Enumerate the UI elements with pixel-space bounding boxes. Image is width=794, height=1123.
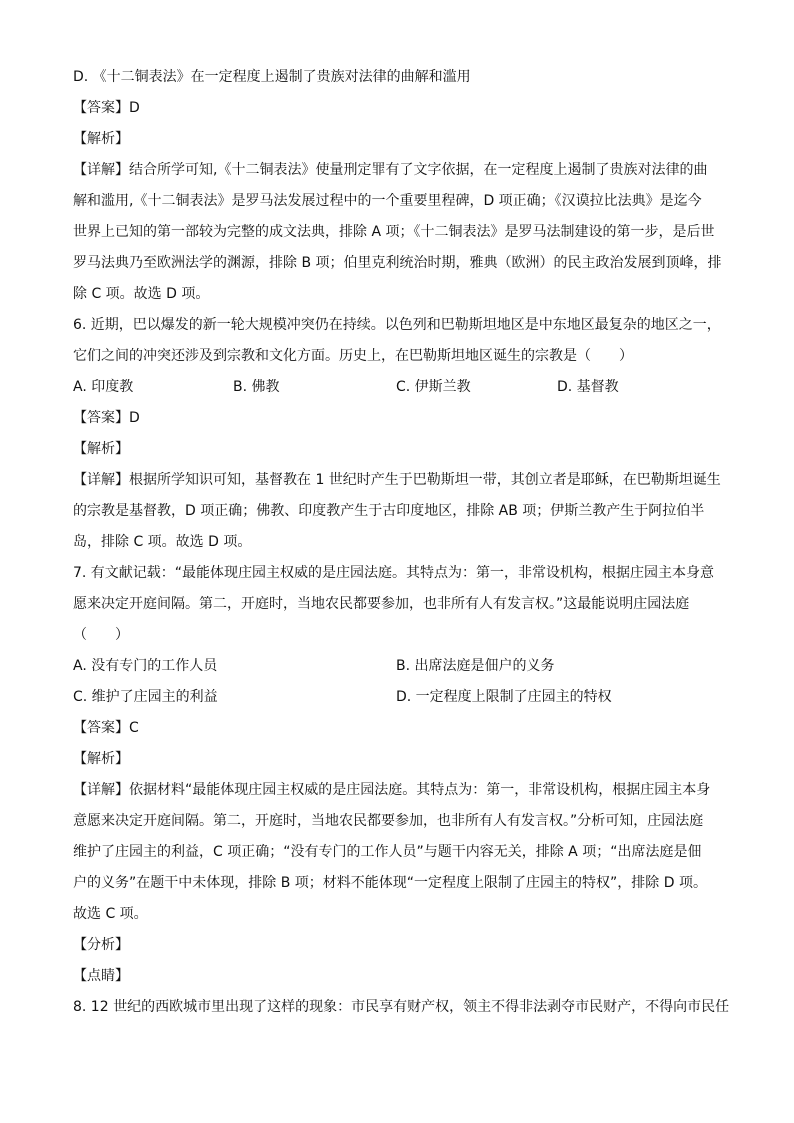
q7-detail-line: 故选 C 项。 xyxy=(73,906,148,922)
q5-detail-line: 罗马法典乃至欧洲法学的渊源，排除 B 项；伯里克利统治时期，雅典（欧洲）的民主政治发展到顶峰，排 xyxy=(73,255,722,271)
q7-stem-line: （ ） xyxy=(73,627,129,643)
q5-analysis-heading: 【解析】 xyxy=(73,131,129,147)
q5-detail-line: 世界上已知的第一部较为完整的成文法典，排除 A 项；《十二铜表法》是罗马法制建设的第一步，是后世 xyxy=(73,224,715,240)
q7-detail-line: 意愿来决定开庭间隔。第二，开庭时，当地农民都要参加，也非所有人有发言权。”分析可知，庄园法庭 xyxy=(73,813,704,829)
q5-option-d: D. 《十二铜表法》在一定程度上遏制了贵族对法律的曲解和滥用 xyxy=(73,69,471,85)
q7-detail-line: 【详解】依据材料“最能体现庄园主权威的是庄园法庭。其特点为：第一，非常设机构，根据庄园主本身 xyxy=(73,782,711,798)
q6-option-b: B. 佛教 xyxy=(233,379,280,395)
q7-answer: 【答案】C xyxy=(73,720,139,736)
q8-stem-line: 8. 12 世纪的西欧城市里出现了这样的现象：市民享有财产权，领主不得非法剥夺市民财产，不得向市民任 xyxy=(73,999,730,1015)
q7-analysis-heading: 【解析】 xyxy=(73,751,129,767)
q6-answer: 【答案】D xyxy=(73,410,140,426)
q6-detail-line: 岛，排除 C 项。故选 D 项。 xyxy=(73,534,252,550)
q7-detail-line: 维护了庄园主的利益，C 项正确；“没有专门的工作人员”与题干内容无关，排除 A 项；“出席法庭是佃 xyxy=(73,844,702,860)
q6-option-a: A. 印度教 xyxy=(73,379,134,395)
q7-stem-line: 7. 有文献记载：“最能体现庄园主权威的是庄园法庭。其特点为：第一，非常设机构，根据庄园主本身意 xyxy=(73,565,715,581)
q6-option-d: D. 基督教 xyxy=(557,379,619,395)
q7-stem-line: 愿来决定开庭间隔。第二，开庭时，当地农民都要参加，也非所有人有发言权。”这最能说明庄园法庭 xyxy=(73,596,690,612)
q7-dianjing-heading: 【点睛】 xyxy=(73,968,129,984)
q7-fenxi-heading: 【分析】 xyxy=(73,937,129,953)
q6-stem-line: 它们之间的冲突还涉及到宗教和文化方面。历史上，在巴勒斯坦地区诞生的宗教是（ ） xyxy=(73,348,633,364)
q6-stem-line: 6. 近期，巴以爆发的新一轮大规模冲突仍在持续。以色列和巴勒斯坦地区是中东地区最复杂的地区之一， xyxy=(73,317,721,333)
q6-analysis-heading: 【解析】 xyxy=(73,441,129,457)
q7-option-b: B. 出席法庭是佃户的义务 xyxy=(396,658,555,674)
q5-detail-line: 解和滥用,《十二铜表法》是罗马法发展过程中的一个重要里程碑，D 项正确；《汉谟拉比法典》是迄今 xyxy=(73,193,702,209)
q5-answer: 【答案】D xyxy=(73,100,140,116)
q5-detail-line: 【详解】结合所学可知,《十二铜表法》使量刑定罪有了文字依据，在一定程度上遏制了贵族对法律的曲 xyxy=(73,162,708,178)
q5-detail-line: 除 C 项。故选 D 项。 xyxy=(73,286,210,302)
q7-option-a: A. 没有专门的工作人员 xyxy=(73,658,218,674)
q7-option-d: D. 一定程度上限制了庄园主的特权 xyxy=(396,689,612,705)
q6-detail-line: 的宗教是基督教，D 项正确；佛教、印度教产生于古印度地区，排除 AB 项；伊斯兰教产生于阿拉伯半 xyxy=(73,503,705,519)
q7-option-c: C. 维护了庄园主的利益 xyxy=(73,689,218,705)
q6-option-c: C. 伊斯兰教 xyxy=(396,379,471,395)
q7-detail-line: 户的义务”在题干中未体现，排除 B 项；材料不能体现“一定程度上限制了庄园主的特权”，排除 D 项。 xyxy=(73,875,707,891)
q6-detail-line: 【详解】根据所学知识可知，基督教在 1 世纪时产生于巴勒斯坦一带，其创立者是耶稣，在巴勒斯坦诞生 xyxy=(73,472,721,488)
